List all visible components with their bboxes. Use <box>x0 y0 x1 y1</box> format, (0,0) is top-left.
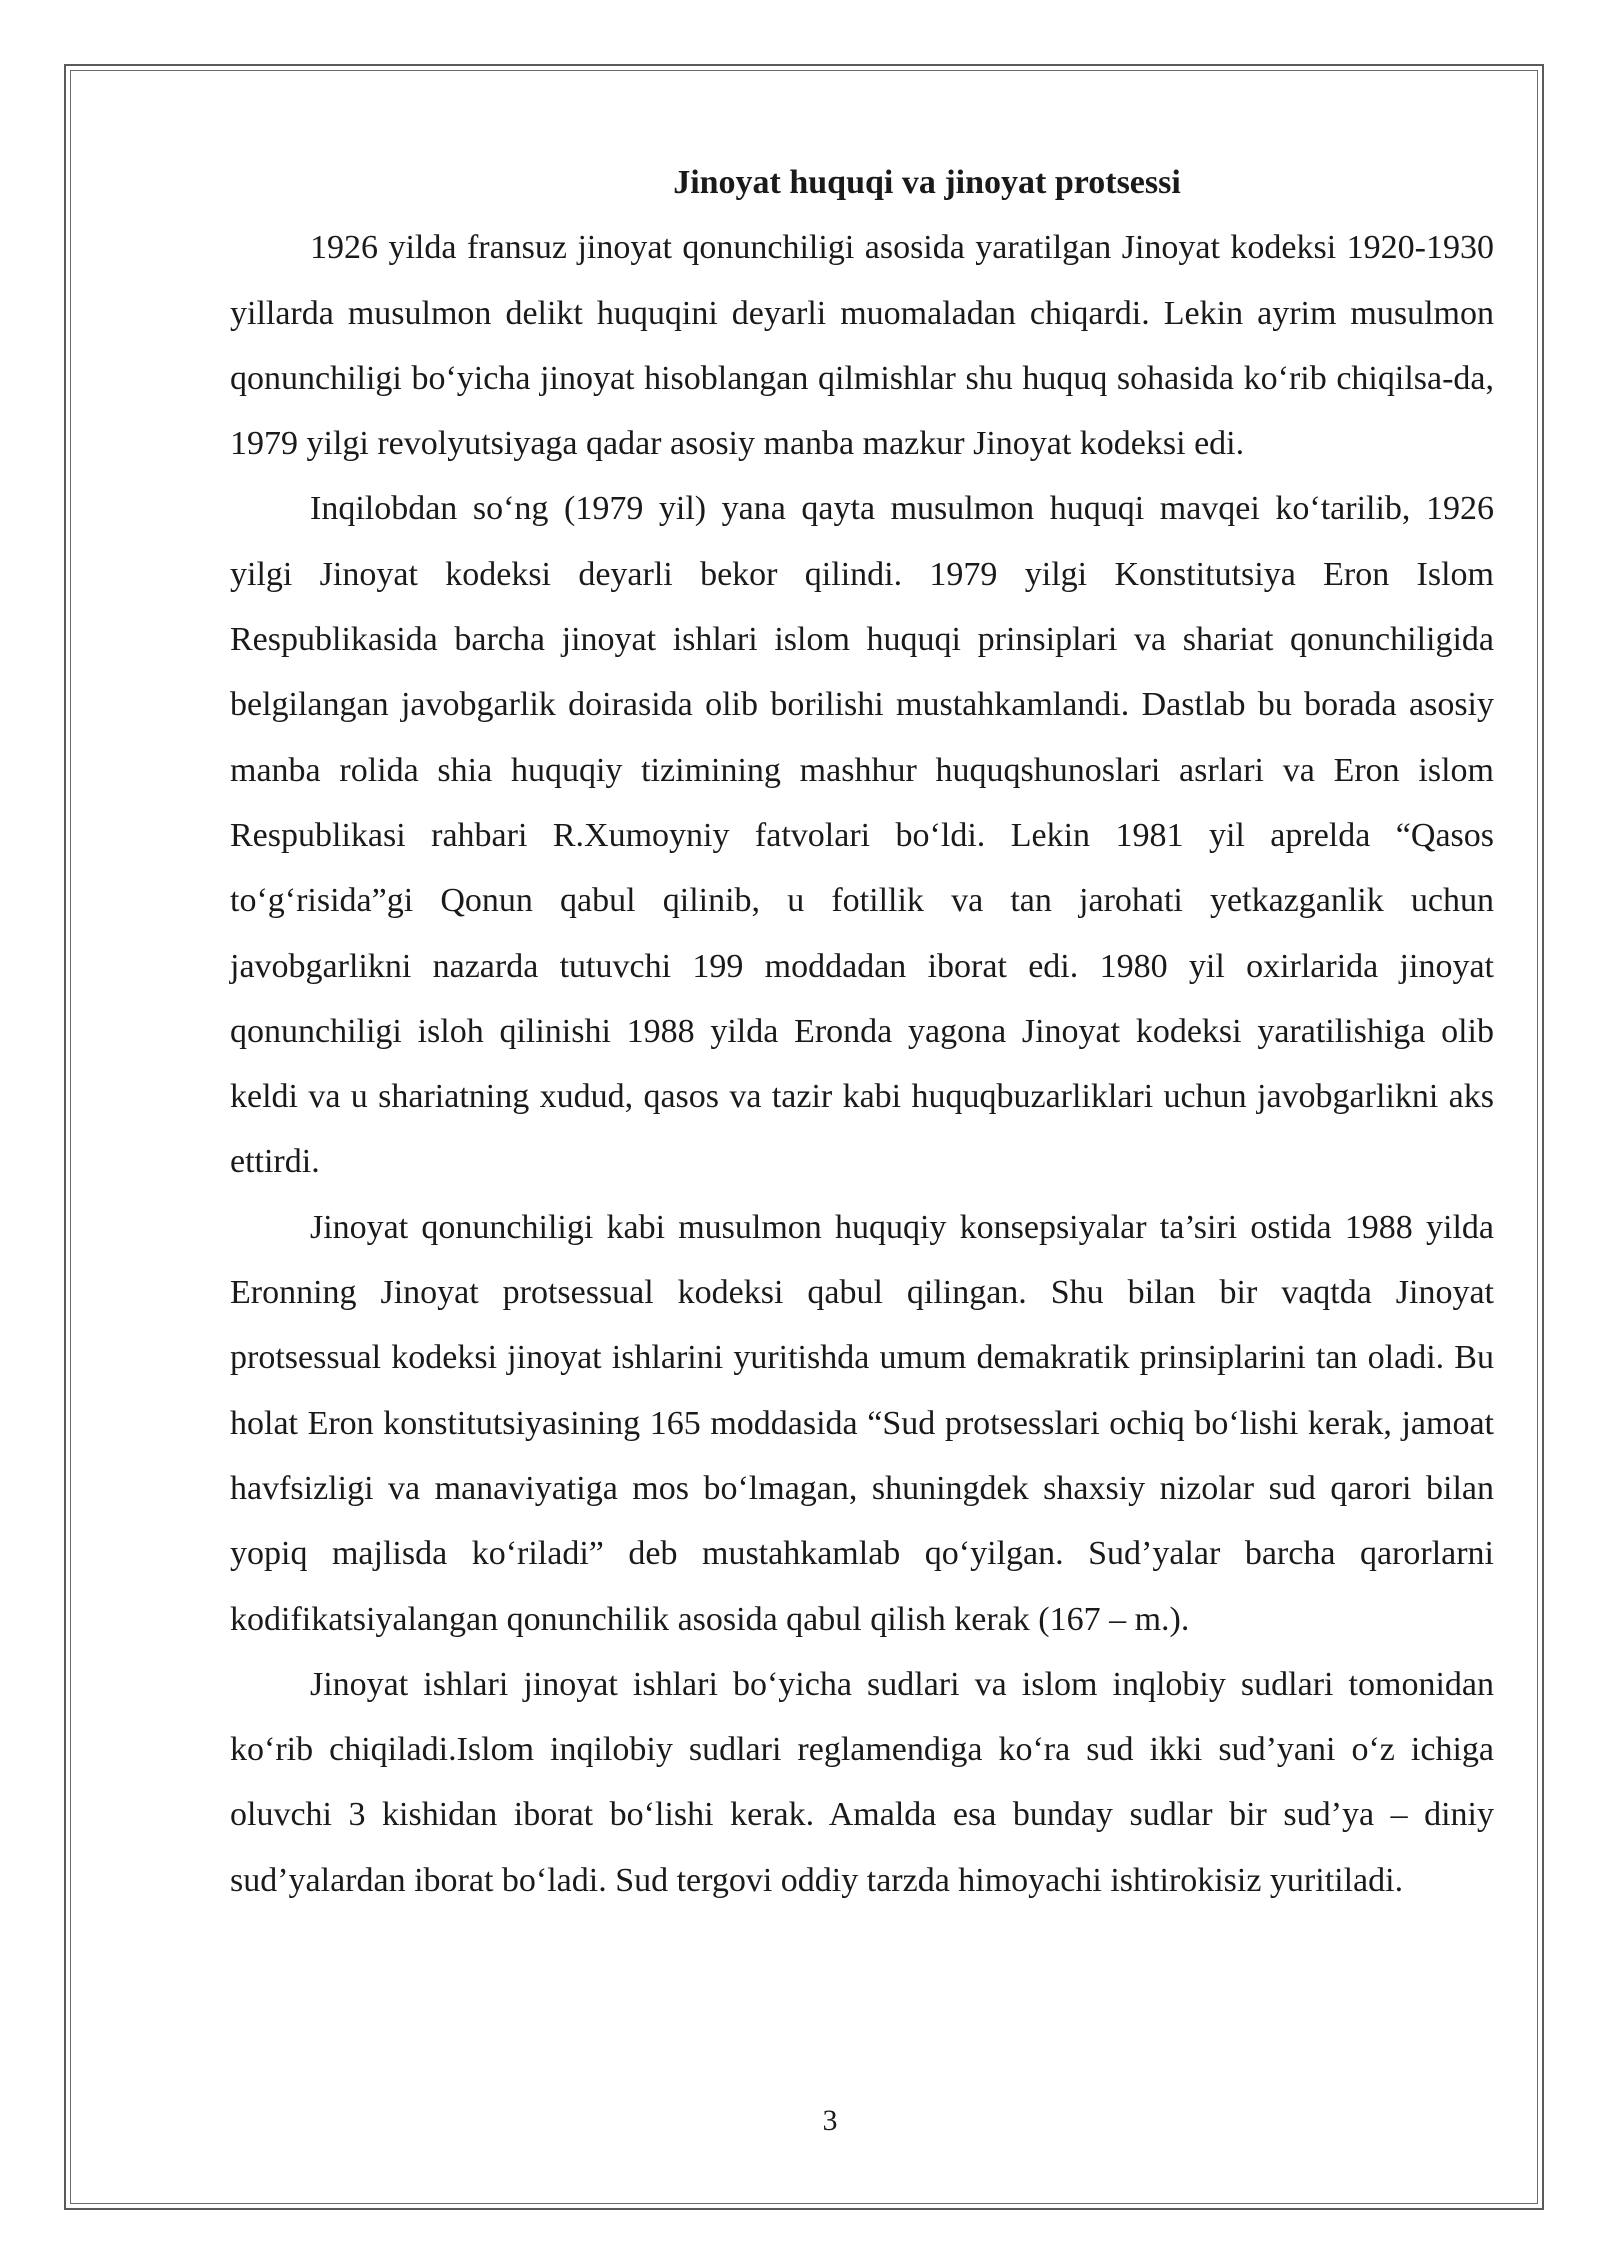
paragraph-1: 1926 yilda fransuz jinoyat qonunchiligi asosida yaratilgan Jinoyat kodeksi 1920-1930 yillarda musulmon delikt huquqini deyarli muomaladan chiqardi. Lekin ayrim musulmon qonunchiligi bo‘yicha jinoyat hisoblangan qilmishlar shu huquq sohasida ko‘rib chiqilsa-da, 1979 yilgi revolyutsiyaga qadar asosiy manba mazkur Jinoyat kodeksi edi. <box>230 229 1494 463</box>
document-body <box>230 150 1494 1913</box>
paragraph-2: Inqilobdan so‘ng (1979 yil) yana qayta musulmon huquqi mavqei ko‘tarilib, 1926 yilgi Jinoyat kodeksi deyarli bekor qilindi. 1979 yilgi Konstitutsiya Eron Islom Respublikasida barcha jinoyat ishlari islom huquqi prinsiplari va shariat qonunchiligida belgilangan javobgarlik doirasida olib borilishi mustahkamlandi. Dastlab bu borada asosiy manba rolida shia huquqiy tizimining mashhur huquqshunoslari asrlari va Eron islom Respublikasi rahbari R.Xumoyniy fatvolari bo‘ldi. Lekin 1981 yil aprelda “Qasos to‘g‘risida”gi Qonun qabul qilinib, u fotillik va tan jarohati yetkazganlik uchun javobgarlikni nazarda tutuvchi 199 moddadan iborat edi. 1980 yil oxirlarida jinoyat qonunchiligi isloh qilinishi 1988 yilda Eronda yagona Jinoyat kodeksi yaratilishiga olib keldi va u shariatning xudud, qasos va tazir kabi huquqbuzarliklari uchun javobgarlikni aks ettirdi. <box>230 490 1494 1181</box>
paragraph-3: Jinoyat qonunchiligi kabi musulmon huquqiy konsepsiyalar ta’siri ostida 1988 yilda Eronning Jinoyat protsessual kodeksi qabul qilingan. Shu bilan bir vaqtda Jinoyat protsessual kodeksi jinoyat ishlarini yuritishda umum demakratik prinsiplarini tan oladi. Bu holat Eron konstitutsiyasining 165 moddasida “Sud protsesslari ochiq bo‘lishi kerak, jamoat havfsizligi va manaviyatiga mos bo‘lmagan, shuningdek shaxsiy nizolar sud qarori bilan yopiq majlisda ko‘riladi” deb mustahkamlab qo‘yilgan. Sud’yalar barcha qarorlarni kodifikatsiyalangan qonunchilik asosida qabul qilish kerak (167 – m.). <box>230 1208 1494 1638</box>
document-title: Jinoyat huquqi va jinoyat protsessi <box>673 164 1181 201</box>
page-number: 3 <box>822 2104 838 2137</box>
paragraph-4: Jinoyat ishlari jinoyat ishlari bo‘yicha sudlari va islom inqlobiy sudlari tomonidan ko‘rib chiqiladi.Islom inqilobiy sudlari reglamendiga ko‘ra sud ikki sud’yani o‘z ichiga oluvchi 3 kishidan iborat bo‘lishi kerak. Amalda esa bunday sudlar bir sud’ya – diniy sud’yalardan iborat bo‘ladi. Sud tergovi oddiy tarzda himoyachi ishtirokisiz yuritiladi. <box>230 1665 1494 1899</box>
